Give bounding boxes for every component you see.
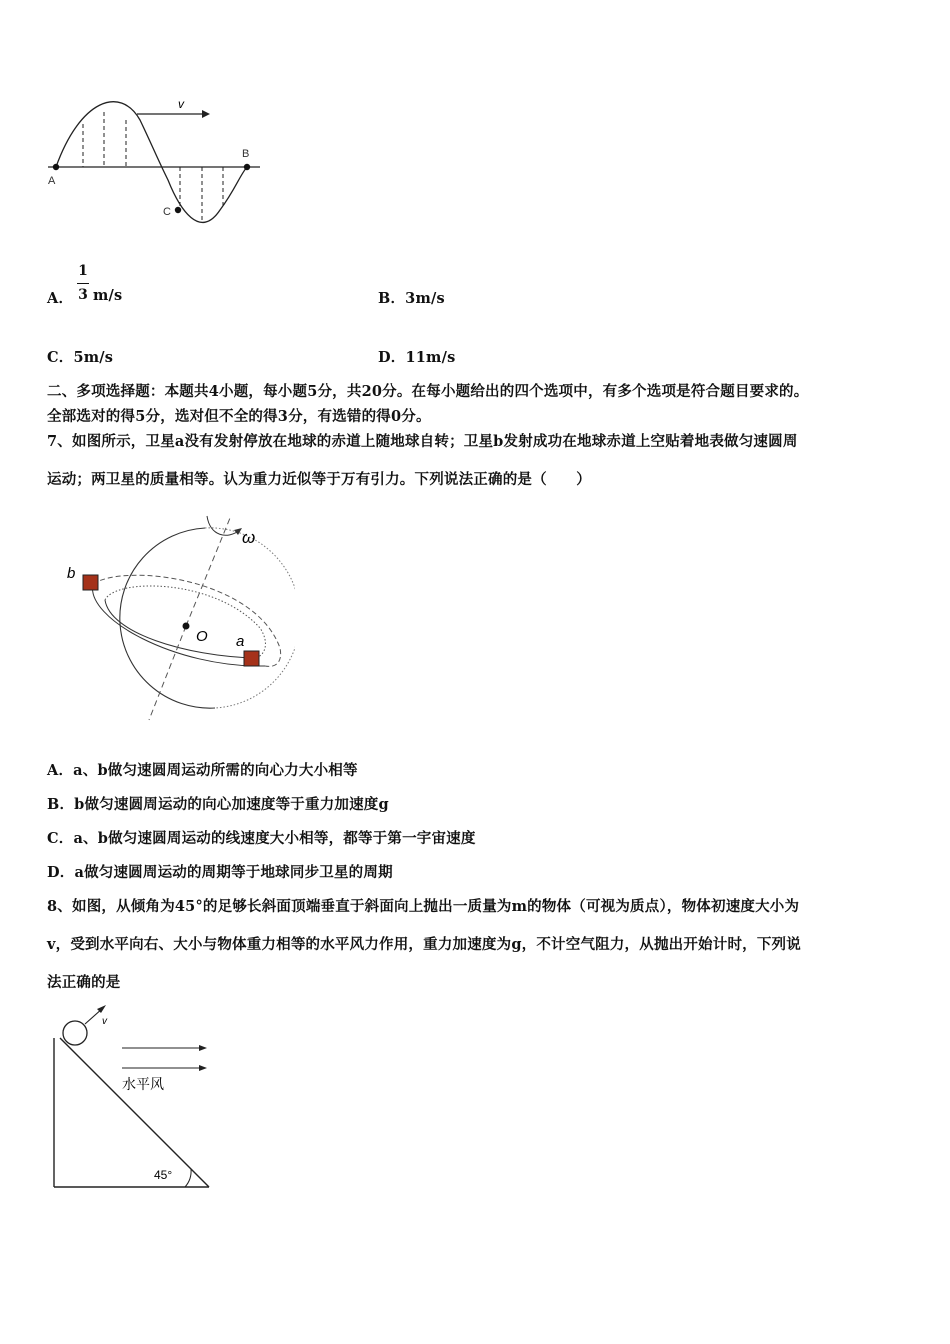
satellite-b [83, 575, 98, 590]
velocity-label: v [178, 97, 184, 111]
incline-slope [60, 1038, 209, 1187]
rotation-arrow [207, 516, 240, 535]
wind-arrowhead-2 [199, 1065, 207, 1071]
earth-sphere [120, 528, 215, 708]
rotation-axis-upper [186, 518, 230, 626]
option-d: D．11m/s [378, 349, 456, 366]
option-a-letter: A． [47, 290, 74, 307]
orbit-b-front [93, 584, 265, 666]
satellite-a [244, 651, 259, 666]
point-b [244, 164, 250, 170]
label-a: A [48, 175, 56, 187]
label-c: C [163, 206, 171, 218]
velocity-label: v [102, 1016, 107, 1027]
earth-sphere-back [205, 528, 295, 708]
wave-curve [56, 102, 250, 223]
wind-label: 水平风 [122, 1076, 164, 1092]
q7-option-b: B．b做匀速圆周运动的向心加速度等于重力加速度g [47, 796, 389, 813]
option-a-numerator: 1 [78, 263, 88, 279]
equator-front [105, 600, 255, 658]
incline-figure [45, 1000, 225, 1200]
satellite-b-label: b [67, 565, 76, 582]
earth-figure [55, 508, 295, 723]
fraction-bar [77, 283, 89, 284]
q7-line1: 7、如图所示，卫星a没有发射停放在地球的赤道上随地球自转；卫星b发射成功在地球赤道上空贴着地表做匀速圆周 [47, 433, 798, 450]
q7-option-a: A．a、b做匀速圆周运动所需的向心力大小相等 [47, 762, 358, 779]
omega-label: ω [242, 528, 256, 547]
q7-option-c: C．a、b做匀速圆周运动的线速度大小相等，都等于第一宇宙速度 [47, 830, 476, 847]
q7-line2: 运动；两卫星的质量相等。认为重力近似等于万有引力。下列说法正确的是（ ） [47, 471, 591, 488]
option-a-denominator: 3 [78, 287, 88, 303]
section2-line2: 全部选对的得5分，选对但不全的得3分，有选错的得0分。 [47, 408, 431, 425]
point-a [53, 164, 59, 170]
angle-arc [185, 1169, 191, 1187]
angle-label: 45° [154, 1168, 173, 1182]
velocity-arrowhead [202, 110, 210, 118]
wind-arrowhead-1 [199, 1045, 207, 1051]
option-c: C．5m/s [47, 349, 114, 366]
q8-line1: 8、如图，从倾角为45°的足够长斜面顶端垂直于斜面向上抛出一质量为m的物体（可视为质点），物体初速度大小为 [47, 898, 800, 915]
projectile-ball [63, 1021, 87, 1045]
option-b: B．3m/s [378, 290, 445, 307]
q8-line2: v，受到水平向右、大小与物体重力相等的水平风力作用，重力加速度为g，不计空气阻力，从抛出开始计时，下列说 [47, 936, 801, 953]
earth-center [183, 623, 190, 630]
q8-line3: 法正确的是 [47, 974, 121, 991]
section2-line1: 二、多项选择题：本题共4小题，每小题5分，共20分。在每小题给出的四个选项中，有多个选项是符合题目要求的。 [47, 383, 809, 400]
option-a-unit: m/s [93, 287, 123, 304]
center-label: O [196, 628, 208, 645]
wave-figure [40, 90, 280, 240]
q7-option-d: D．a做匀速圆周运动的周期等于地球同步卫星的周期 [47, 864, 393, 881]
point-c [175, 207, 181, 213]
rotation-arrowhead [234, 528, 242, 535]
satellite-a-label: a [236, 633, 245, 650]
label-b: B [242, 148, 250, 160]
